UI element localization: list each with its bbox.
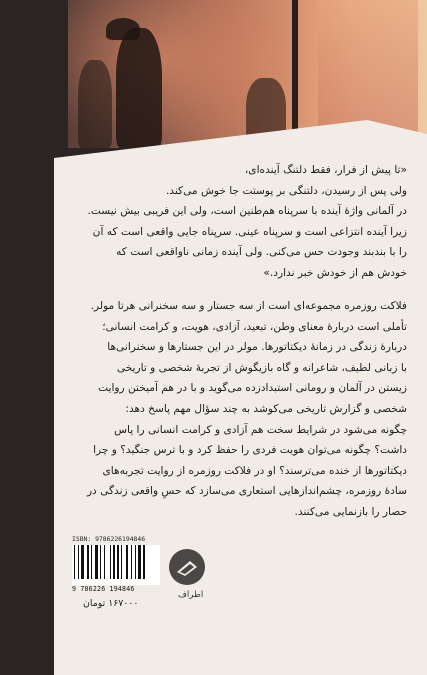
quote-line: زیرا آینده انتزاعی است و سرپناه عینی. سرپناه جایی واقعی است که آن — [92, 225, 407, 238]
barcode-bar — [91, 545, 92, 579]
barcode-bar — [138, 545, 141, 579]
barcode-bar — [81, 545, 84, 579]
barcode-digits: 9 786226 194846 — [72, 585, 135, 593]
quote-line: را با بندبند وجودت حس می‌کنی. ولی آینده زمانی ناواقعی است که — [116, 246, 407, 259]
barcode-bar — [113, 545, 115, 579]
barcode-bar — [78, 545, 79, 579]
description-line: حصار را بازنمایی می‌کنند. — [294, 505, 407, 518]
quote-line: ولی پس از رسیدن، دلتنگی بر پوستت جا خوش می‌کند. — [165, 184, 407, 197]
person-silhouette — [116, 28, 162, 148]
description-line: دربارهٔ زندگی در زمانهٔ دیکتاتورها. مولر در این جستارها و سخنرانی‌ها — [107, 341, 407, 354]
barcode-bars — [72, 545, 160, 585]
barcode-bar — [121, 545, 122, 579]
description-line: شخصی و گزارش تاریخی می‌کوشد به چند سؤال مهم پاسخ دهد: — [125, 402, 407, 415]
quote-block — [62, 160, 407, 284]
publisher-name: اطراف — [178, 590, 204, 600]
quote-line: خودش هم از خودش خبر ندارد.» — [263, 266, 407, 279]
barcode-bar — [87, 545, 89, 579]
description-line: فلاکت روزمره مجموعه‌ای است از سه جستار و سه سخنرانی هرتا مولر. — [90, 300, 407, 312]
description-block — [62, 296, 407, 523]
publisher-logo-icon — [168, 548, 206, 586]
hat-silhouette — [106, 18, 140, 40]
barcode-bar — [110, 545, 111, 579]
description-line: با زبانی لطیف، شاعرانه و گاه بازیگوش از تجربهٔ شخصی و تاریخی — [116, 361, 407, 374]
barcode-bar — [143, 545, 145, 579]
description-line: دیکتاتورها از خنده می‌ترسند؟ او در فلاکت روزمره از روایت تجربه‌های — [102, 464, 407, 477]
description-line: تأملی است دربارهٔ معنای وطن، تبعید، آزادی، هویت، و کرامت انسانی؛ — [102, 320, 407, 333]
description-line: زیستن در آلمان و رومانی استبدادزده می‌گوید و با در هم آمیختن روایت — [98, 382, 407, 395]
barcode-bar — [126, 545, 128, 579]
barcode-bar — [74, 545, 75, 579]
barcode-bar — [117, 545, 119, 579]
price-label: ۱۶۷۰۰۰ تومان — [83, 598, 139, 609]
quote-line: «تا پیش از فرار، فقط دلتنگ آینده‌ای، — [244, 164, 407, 176]
person-silhouette — [78, 60, 112, 148]
barcode-bar — [131, 545, 132, 579]
barcode-bar — [95, 545, 98, 579]
barcode — [72, 535, 160, 597]
barcode-bar — [135, 545, 136, 579]
description-line: داشت؟ چگونه می‌توان هویت فردی را حفظ کرد و با ترس جنگید؟ و چرا — [93, 444, 407, 457]
description-line: چگونه می‌شود در شرایط سخت هم آزادی و کرامت انسانی را پاس — [114, 423, 407, 436]
barcode-bar — [100, 545, 101, 579]
barcode-bar — [104, 545, 105, 579]
isbn-text: ISBN: 9786226194846 — [72, 535, 146, 543]
quote-line: در آلمانی واژهٔ آینده با سرپناه هم‌طنین است، ولی این فریبی بیش نیست. — [87, 205, 407, 218]
description-line: سادهٔ روزمره، چشم‌اندازهایی استعاری می‌سازد که حسِ واقعی زندگی در — [86, 485, 407, 498]
